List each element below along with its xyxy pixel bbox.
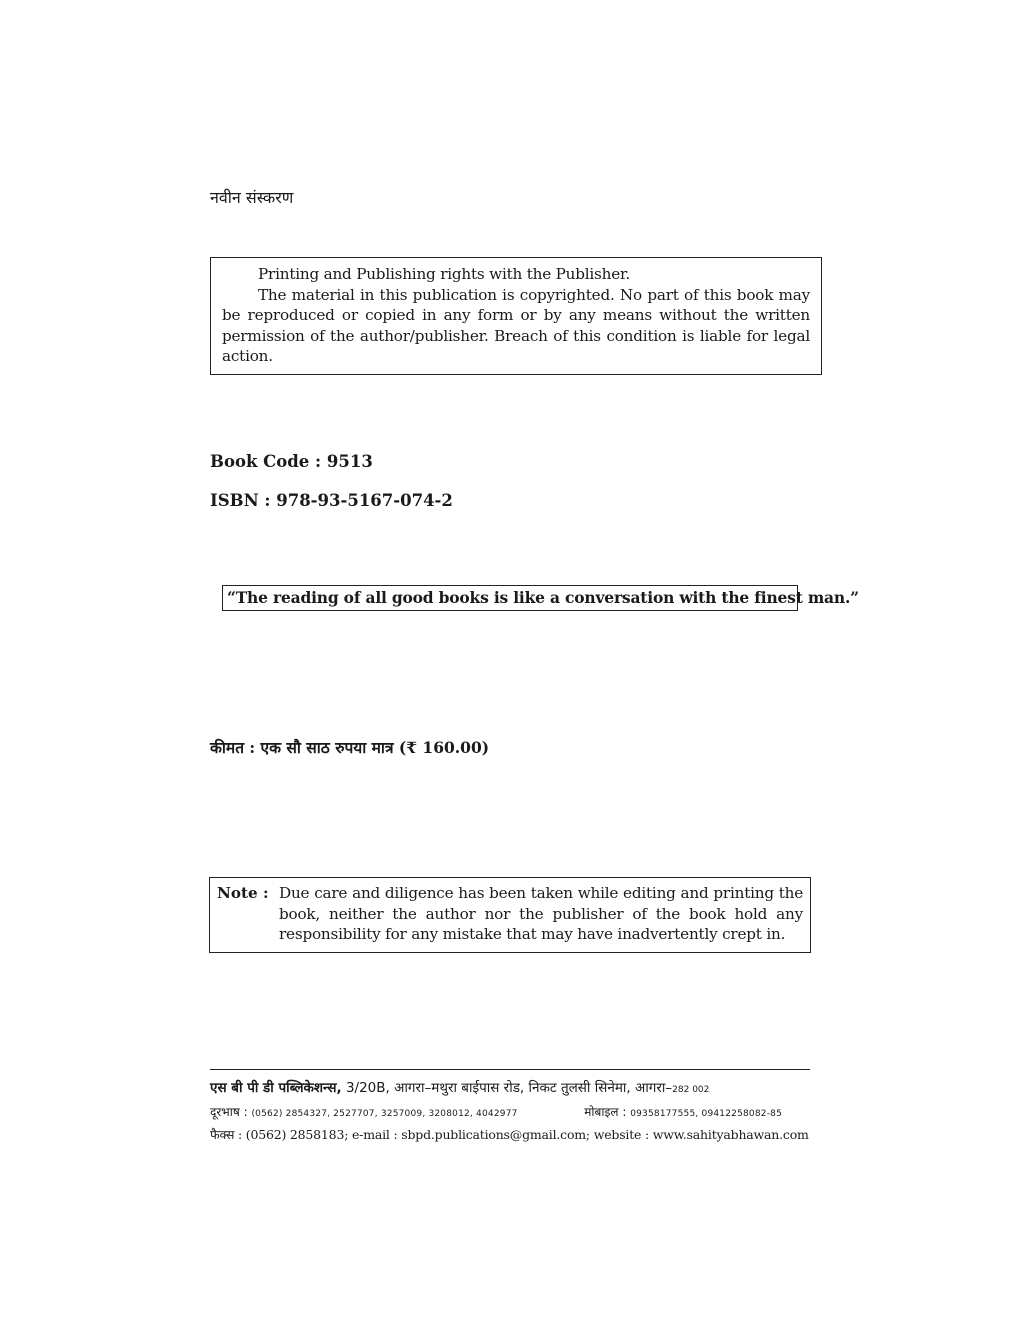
fax-email-website: फैक्स : (0562) 2858183; e-mail : sbpd.publications@gmail.com; website : www.sahityabhawan.com	[210, 1127, 809, 1142]
publisher-address	[210, 1078, 709, 1096]
book-code: Book Code : 9513	[210, 452, 373, 471]
copyright-notice-box	[210, 257, 822, 375]
phone-label: दूरभाष :	[210, 1105, 248, 1119]
price: कीमत : एक सौ साठ रुपया मात्र (₹ 160.00)	[210, 738, 490, 757]
address-text: 3/20B, आगरा–मथुरा बाईपास रोड, निकट तुलसी सिनेमा, आगरा–	[345, 1080, 673, 1096]
quote-box: “The reading of all good books is like a conversation with the finest man.”	[222, 585, 798, 611]
pin-code: 282 002	[672, 1085, 710, 1095]
note-label: Note :	[217, 884, 269, 902]
footer-divider	[210, 1069, 810, 1070]
mobile-label: मोबाइल :	[584, 1105, 627, 1119]
rights-line: Printing and Publishing rights with the Publisher.	[258, 265, 631, 283]
edition-label: नवीन संस्करण	[210, 188, 294, 207]
isbn: ISBN : 978-93-5167-074-2	[210, 491, 453, 510]
note-box	[209, 877, 811, 953]
phone-line	[210, 1103, 782, 1120]
mobile-numbers: 09358177555, 09412258082-85	[630, 1109, 782, 1119]
phone-numbers: (0562) 2854327, 2527707, 3257009, 3208012, 4042977	[251, 1109, 518, 1119]
copyright-text: The material in this publication is copyrighted. No part of this book may be reproduced or copied in any form or by any means without the written permission of the author/publisher. Breach of this condition is liable for legal action.	[222, 285, 810, 365]
publisher-name: एस बी पी डी पब्लिकेशन्स,	[210, 1080, 342, 1096]
note-text: Due care and diligence has been taken while editing and printing the book, neither the author nor the publisher of the book hold any responsibility for any mistake that may have inadvertently crept in.	[279, 884, 803, 943]
